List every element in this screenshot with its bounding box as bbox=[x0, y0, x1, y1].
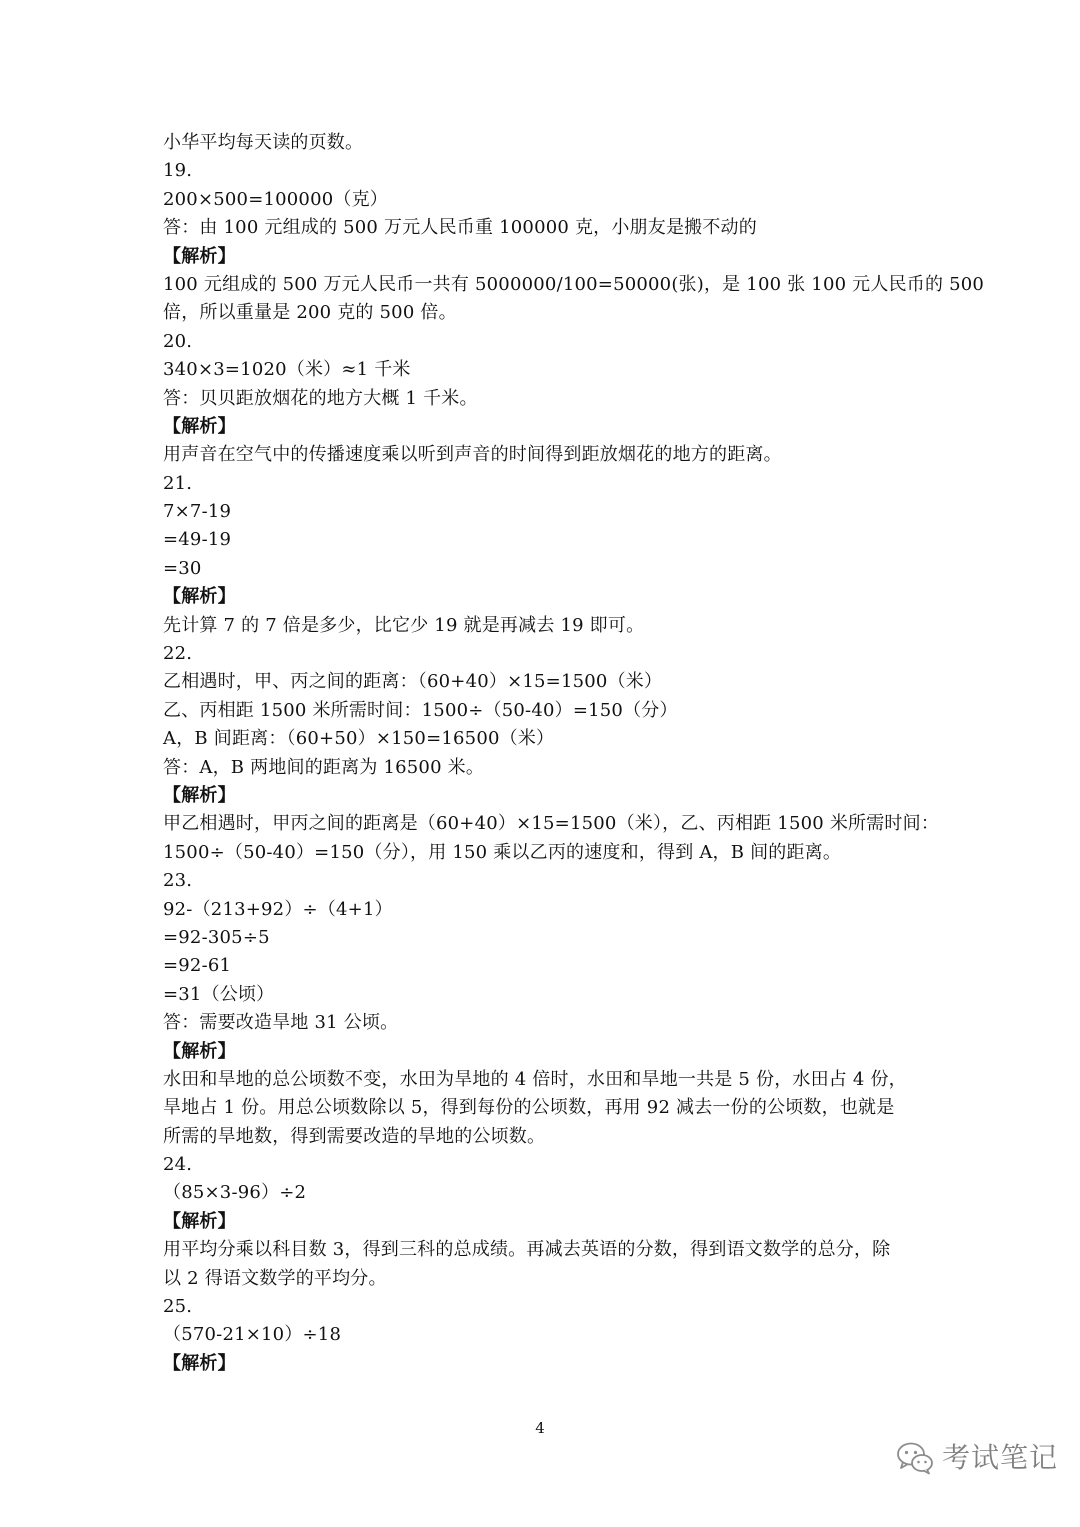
text-line: 19. bbox=[163, 160, 193, 182]
text-line: 200×500=100000（克） bbox=[163, 188, 388, 210]
text-line: A，B 间距离：（60+50）×150=16500（米） bbox=[163, 728, 555, 750]
text-line: 340×3=1020（米）≈1 千米 bbox=[163, 359, 411, 381]
section-heading-analysis: 【解析】 bbox=[163, 245, 236, 267]
page-number: 4 bbox=[535, 1419, 545, 1437]
text-line: 倍，所以重量是 200 克的 500 倍。 bbox=[163, 302, 457, 324]
text-line: 92-（213+92）÷（4+1） bbox=[163, 898, 393, 920]
text-line: 答：由 100 元组成的 500 万元人民币重 100000 克，小朋友是搬不动的 bbox=[163, 217, 757, 239]
section-heading-analysis: 【解析】 bbox=[163, 784, 236, 806]
text-line: 24. bbox=[163, 1154, 193, 1176]
watermark-text: 考试笔记 bbox=[942, 1441, 1059, 1474]
text-line: 所需的旱地数，得到需要改造的旱地的公顷数。 bbox=[163, 1125, 546, 1147]
text-line: 7×7-19 bbox=[163, 501, 232, 523]
text-line: 乙相遇时，甲、丙之间的距离：（60+40）×15=1500（米） bbox=[163, 671, 663, 693]
text-line: 1500÷（50-40）=150（分），用 150 乘以乙丙的速度和，得到 A，B 间的距离。 bbox=[163, 841, 842, 863]
text-line: （570-21×10）÷18 bbox=[163, 1324, 342, 1346]
text-line: 以 2 得语文数学的平均分。 bbox=[163, 1267, 387, 1289]
text-line: 20. bbox=[163, 330, 193, 352]
wechat-icon bbox=[896, 1441, 934, 1475]
section-heading-analysis: 【解析】 bbox=[163, 1352, 236, 1374]
text-line: 22. bbox=[163, 643, 193, 665]
text-line: 21. bbox=[163, 472, 193, 494]
text-line: =92-61 bbox=[163, 955, 232, 977]
section-heading-analysis: 【解析】 bbox=[163, 1210, 236, 1232]
text-line: 23. bbox=[163, 870, 193, 892]
text-line: 小华平均每天读的页数。 bbox=[163, 132, 364, 153]
text-line: =49-19 bbox=[163, 529, 232, 551]
text-line: 旱地占 1 份。用总公顷数除以 5，得到每份的公顷数，再用 92 减去一份的公顷数，也就是 bbox=[163, 1097, 895, 1119]
section-heading-analysis: 【解析】 bbox=[163, 415, 236, 437]
text-line: 用平均分乘以科目数 3，得到三科的总成绩。再减去英语的分数，得到语文数学的总分，除 bbox=[163, 1239, 891, 1261]
text-line: 答：A，B 两地间的距离为 16500 米。 bbox=[163, 756, 485, 778]
text-line: 乙、丙相距 1500 米所需时间：1500÷（50-40）=150（分） bbox=[163, 699, 678, 721]
text-line: 答：贝贝距放烟花的地方大概 1 千米。 bbox=[163, 387, 478, 409]
document-content bbox=[163, 129, 985, 1378]
text-line: 先计算 7 的 7 倍是多少，比它少 19 就是再减去 19 即可。 bbox=[163, 614, 645, 636]
text-line: 用声音在空气中的传播速度乘以听到声音的时间得到距放烟花的地方的距离。 bbox=[163, 444, 782, 466]
text-line: 25. bbox=[163, 1296, 193, 1318]
text-line: =30 bbox=[163, 557, 202, 579]
text-line: 答：需要改造旱地 31 公顷。 bbox=[163, 1012, 399, 1034]
text-line: 甲乙相遇时，甲丙之间的距离是（60+40）×15=1500（米），乙、丙相距 1500 米所需时间： bbox=[163, 813, 940, 835]
text-line: 100 元组成的 500 万元人民币一共有 5000000/100=50000(张)，是 100 张 100 元人民币的 500 bbox=[163, 273, 985, 295]
text-line: =31（公顷） bbox=[163, 983, 275, 1005]
section-heading-analysis: 【解析】 bbox=[163, 586, 236, 608]
text-line: 水田和旱地的总公顷数不变，水田为旱地的 4 倍时，水田和旱地一共是 5 份，水田占 4 份， bbox=[163, 1068, 907, 1090]
section-heading-analysis: 【解析】 bbox=[163, 1040, 236, 1062]
text-line: （85×3-96）÷2 bbox=[163, 1182, 307, 1204]
watermark bbox=[896, 1438, 1058, 1478]
text-line: =92-305÷5 bbox=[163, 926, 270, 948]
